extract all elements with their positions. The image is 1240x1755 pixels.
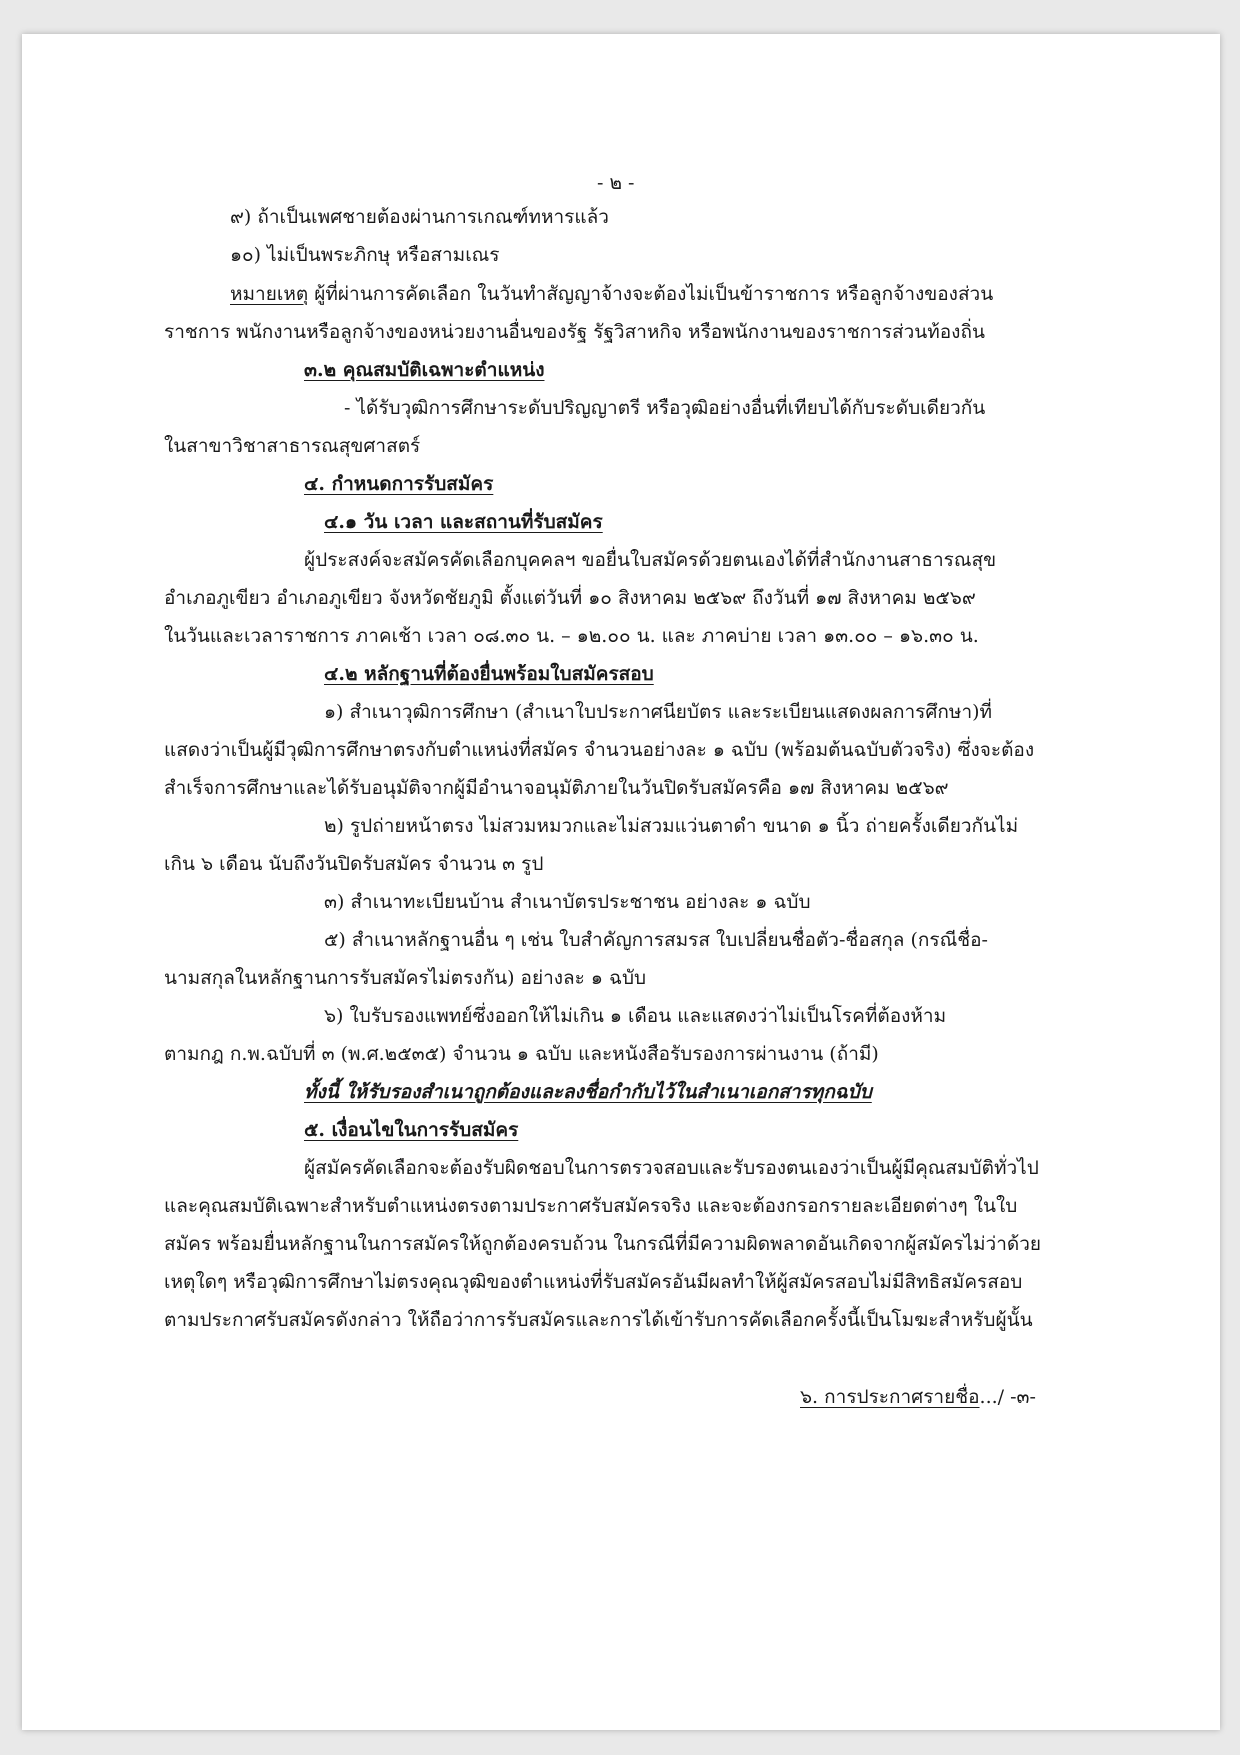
continuation-footer — [800, 1384, 1036, 1410]
section-4-heading: ๔. กำหนดการรับสมัคร — [304, 473, 494, 495]
document-page — [22, 34, 1220, 1730]
section-4-1-line-1: ผู้ประสงค์จะสมัครคัดเลือกบุคคลฯ ขอยื่นใบสมัครด้วยตนเองได้ที่สำนักงานสาธารณสุข — [304, 549, 997, 571]
document-item-6-line-1: ๖) ใบรับรองแพทย์ซึ่งออกให้ไม่เกิน ๑ เดือน และแสดงว่าไม่เป็นโรคที่ต้องห้าม — [324, 1005, 947, 1027]
section-5-line-2: และคุณสมบัติเฉพาะสำหรับตำแหน่งตรงตามประกาศรับสมัครจริง และจะต้องกรอกรายละเอียดต่างๆ ในใบ — [164, 1195, 1018, 1217]
section-3-2-line-1: - ได้รับวุฒิการศึกษาระดับปริญญาตรี หรือวุฒิอย่างอื่นที่เทียบได้กับระดับเดียวกัน — [344, 397, 986, 419]
certification-note: ทั้งนี้ ให้รับรองสำเนาถูกต้องและลงชื่อกำกับไว้ในสำเนาเอกสารทุกฉบับ — [304, 1081, 872, 1103]
section-4-1-line-3: ในวันและเวลาราชการ ภาคเช้า เวลา ๐๘.๓๐ น. – ๑๒.๐๐ น. และ ภาคบ่าย เวลา ๑๓.๐๐ – ๑๖.๓๐ น. — [164, 625, 979, 647]
document-item-2-line-2: เกิน ๖ เดือน นับถึงวันปิดรับสมัคร จำนวน ๓ รูป — [164, 853, 544, 875]
section-5-line-1: ผู้สมัครคัดเลือกจะต้องรับผิดชอบในการตรวจสอบและรับรองตนเองว่าเป็นผู้มีคุณสมบัติทั่วไป — [304, 1157, 1039, 1179]
section-4-1-heading: ๔.๑ วัน เวลา และสถานที่รับสมัคร — [324, 511, 603, 533]
section-5-line-4: เหตุใดๆ หรือวุฒิการศึกษาไม่ตรงคุณวุฒิของตำแหน่งที่รับสมัครอันมีผลทำให้ผู้สมัครสอบไม่มีสิทธิสมัครสอบ — [164, 1271, 1023, 1293]
page-number: - ๒ - — [597, 172, 635, 194]
note-label: หมายเหตุ — [230, 283, 309, 305]
document-item-6-line-2: ตามกฎ ก.พ.ฉบับที่ ๓ (พ.ศ.๒๕๓๕) จำนวน ๑ ฉบับ และหนังสือรับรองการผ่านงาน (ถ้ามี) — [164, 1043, 879, 1065]
document-item-2-line-1: ๒) รูปถ่ายหน้าตรง ไม่สวมหมวกและไม่สวมแว่นตาดำ ขนาด ๑ นิ้ว ถ่ายครั้งเดียวกันไม่ — [324, 815, 1019, 837]
section-3-2-line-2: ในสาขาวิชาสาธารณสุขศาสตร์ — [164, 435, 421, 457]
note-text-line-1: ผู้ที่ผ่านการคัดเลือก ในวันทำสัญญาจ้างจะต้องไม่เป็นข้าราชการ หรือลูกจ้างของส่วน — [308, 283, 994, 305]
section-5-heading: ๕. เงื่อนไขในการรับสมัคร — [304, 1119, 519, 1141]
document-item-1-line-3: สำเร็จการศึกษาและได้รับอนุมัติจากผู้มีอำนาจอนุมัติภายในวันปิดรับสมัครคือ ๑๗ สิงหาคม ๒๕๖๙ — [164, 777, 949, 799]
section-4-1-line-2: อำเภอภูเขียว อำเภอภูเขียว จังหวัดชัยภูมิ ตั้งแต่วันที่ ๑๐ สิงหาคม ๒๕๖๙ ถึงวันที่ ๑๗ สิงหาคม ๒๕๖๙ — [164, 587, 976, 609]
note-text-line-2: ราชการ พนักงานหรือลูกจ้างของหน่วยงานอื่นของรัฐ รัฐวิสาหกิจ หรือพนักงานของราชการส่วนท้องถิ่น — [164, 321, 985, 343]
document-item-5-line-1: ๕) สำเนาหลักฐานอื่น ๆ เช่น ใบสำคัญการสมรส ใบเปลี่ยนชื่อตัว-ชื่อสกุล (กรณีชื่อ- — [324, 929, 988, 951]
section-3-2-heading: ๓.๒ คุณสมบัติเฉพาะตำแหน่ง — [304, 359, 545, 381]
section-5-line-5: ตามประกาศรับสมัครดังกล่าว ให้ถือว่าการรับสมัครและการได้เข้ารับการคัดเลือกครั้งนี้เป็นโมฆะสำหรับผู้นั้น — [164, 1309, 1033, 1331]
qualification-item-9: ๙) ถ้าเป็นเพศชายต้องผ่านการเกณฑ์ทหารแล้ว — [230, 206, 609, 228]
next-section-heading: ๖. การประกาศรายชื่อ — [800, 1386, 980, 1408]
qualification-item-10: ๑๐) ไม่เป็นพระภิกษุ หรือสามเณร — [230, 244, 500, 266]
document-item-3: ๓) สำเนาทะเบียนบ้าน สำเนาบัตรประชาชน อย่างละ ๑ ฉบับ — [324, 891, 811, 913]
document-item-1-line-1: ๑) สำเนาวุฒิการศึกษา (สำเนาใบประกาศนียบัตร และระเบียนแสดงผลการศึกษา)ที่ — [324, 701, 993, 723]
continuation-mark: .../ -๓- — [979, 1386, 1036, 1408]
document-item-5-line-2: นามสกุลในหลักฐานการรับสมัครไม่ตรงกัน) อย่างละ ๑ ฉบับ — [164, 967, 647, 989]
section-4-2-heading: ๔.๒ หลักฐานที่ต้องยื่นพร้อมใบสมัครสอบ — [324, 663, 654, 685]
document-item-1-line-2: แสดงว่าเป็นผู้มีวุฒิการศึกษาตรงกับตำแหน่งที่สมัคร จำนวนอย่างละ ๑ ฉบับ (พร้อมต้นฉบับตัวจริง) ซึ่งจะต้อง — [164, 739, 1035, 761]
section-5-line-3: สมัคร พร้อมยื่นหลักฐานในการสมัครให้ถูกต้องครบถ้วน ในกรณีที่มีความผิดพลาดอันเกิดจากผู้สมัครไม่ว่าด้วย — [164, 1233, 1042, 1255]
note-paragraph — [230, 281, 993, 307]
